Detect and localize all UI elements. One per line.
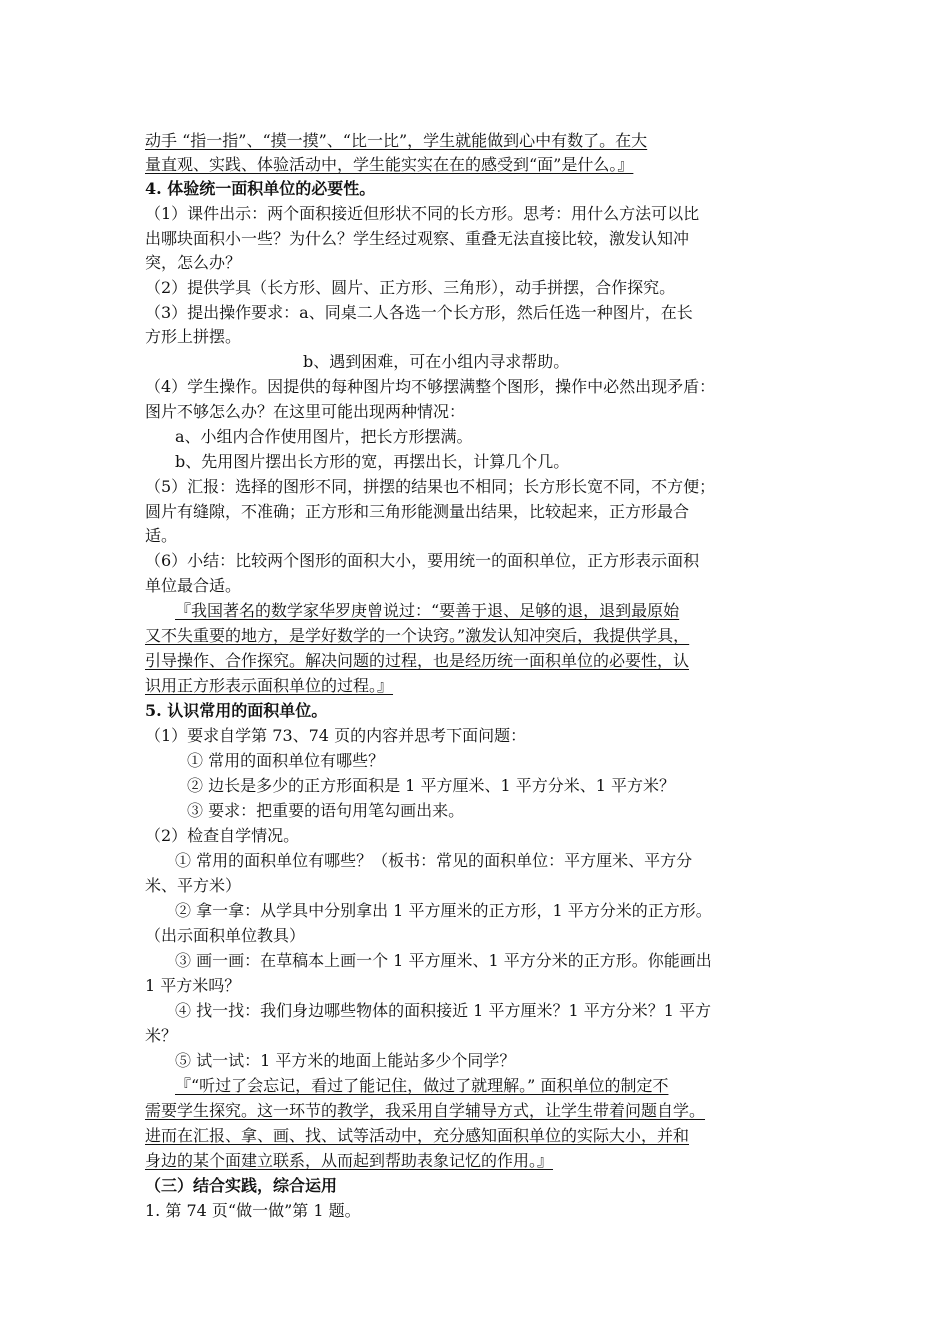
section-heading: 5. 认识常用的面积单位。 <box>145 701 328 720</box>
text-line: 图片不够怎么办？在这里可能出现两种情况： <box>145 402 466 421</box>
text-line: 『我国著名的数学家华罗庚曾说过：“要善于退、足够的退，退到最原始 <box>175 601 680 620</box>
text-line: 方形上拼摆。 <box>145 327 242 346</box>
text-line: （出示面积单位教具） <box>145 926 306 945</box>
text-line: 出哪块面积小一些？为什么？学生经过观察、重叠无法直接比较，激发认知冲 <box>145 229 690 248</box>
text-line: b、先用图片摆出长方形的宽，再摆出长，计算几个几。 <box>175 452 570 471</box>
text-line: ① 常用的面积单位有哪些？ <box>187 751 385 770</box>
text-line: 适。 <box>145 526 178 545</box>
text-line: 引导操作、合作探究。解决问题的过程，也是经历统一面积单位的必要性，认 <box>145 651 690 670</box>
text-line: （3）提出操作要求：a、同桌二人各选一个长方形，然后任选一种图片，在长 <box>145 303 693 322</box>
text-line: 圆片有缝隙，不准确；正方形和三角形能测量出结果，比较起来，正方形最合 <box>145 502 690 521</box>
text-line: 米、平方米） <box>145 876 242 895</box>
text-line: （5）汇报：选择的图形不同，拼摆的结果也不相同；长方形长宽不同，不方便； <box>145 477 716 496</box>
text-line: 1 平方米吗？ <box>145 976 241 995</box>
section-heading: 4. 体验统一面积单位的必要性。 <box>145 179 376 198</box>
text-line: ⑤ 试一试：1 平方米的地面上能站多少个同学？ <box>175 1051 516 1070</box>
text-line: ④ 找一找：我们身边哪些物体的面积接近 1 平方厘米？1 平方分米？1 平方 <box>175 1001 711 1020</box>
text-line: 进而在汇报、拿、画、找、试等活动中，充分感知面积单位的实际大小，并和 <box>145 1126 690 1145</box>
text-line: a、小组内合作使用图片，把长方形摆满。 <box>175 427 473 446</box>
text-line: 身边的某个面建立联系，从而起到帮助表象记忆的作用。』 <box>145 1151 554 1170</box>
text-line: （6）小结：比较两个图形的面积大小，要用统一的面积单位，正方形表示面积 <box>145 551 700 570</box>
text-line: （1）课件出示：两个面积接近但形状不同的长方形。思考：用什么方法可以比 <box>145 204 700 223</box>
text-line: 量直观、实践、体验活动中，学生能实实在在的感受到“面”是什么。』 <box>145 155 634 174</box>
text-line: 1. 第 74 页“做一做”第 1 题。 <box>145 1201 361 1220</box>
text-line: ② 拿一拿：从学具中分别拿出 1 平方厘米的正方形，1 平方分米的正方形。 <box>175 901 712 920</box>
text-line: （2）检查自学情况。 <box>145 826 300 845</box>
text-line: （2）提供学具（长方形、圆片、正方形、三角形），动手拼摆，合作探究。 <box>145 278 676 297</box>
text-line: ③ 画一画：在草稿本上画一个 1 平方厘米、1 平方分米的正方形。你能画出 <box>175 951 712 970</box>
text-line: ② 边长是多少的正方形面积是 1 平方厘米、1 平方分米、1 平方米？ <box>187 776 675 795</box>
text-line: 『“听过了会忘记，看过了能记住，做过了就理解。” 面积单位的制定不 <box>175 1076 669 1095</box>
text-line: 动手 “指一指”、“摸一摸”、“比一比”，学生就能做到心中有数了。在大 <box>145 131 648 150</box>
text-line: ① 常用的面积单位有哪些？（板书：常见的面积单位：平方厘米、平方分 <box>175 851 693 870</box>
text-line: 单位最合适。 <box>145 576 242 595</box>
text-line: （4）学生操作。因提供的每种图片均不够摆满整个图形，操作中必然出现矛盾： <box>145 377 716 396</box>
text-line: 又不失重要的地方，是学好数学的一个诀窍。”激发认知冲突后，我提供学具， <box>145 626 690 645</box>
text-line: 需要学生探究。这一环节的教学，我采用自学辅导方式，让学生带着问题自学。 <box>145 1101 706 1120</box>
text-line: 识用正方形表示面积单位的过程。』 <box>145 676 394 695</box>
text-line: ③ 要求：把重要的语句用笔勾画出来。 <box>187 801 465 820</box>
text-line: b、遇到困难，可在小组内寻求帮助。 <box>303 352 570 371</box>
text-line: 米？ <box>145 1026 178 1045</box>
text-line: 突，怎么办？ <box>145 253 242 272</box>
section-heading: （三）结合实践，综合运用 <box>145 1176 338 1195</box>
text-line: （1）要求自学第 73、74 页的内容并思考下面问题： <box>145 726 527 745</box>
